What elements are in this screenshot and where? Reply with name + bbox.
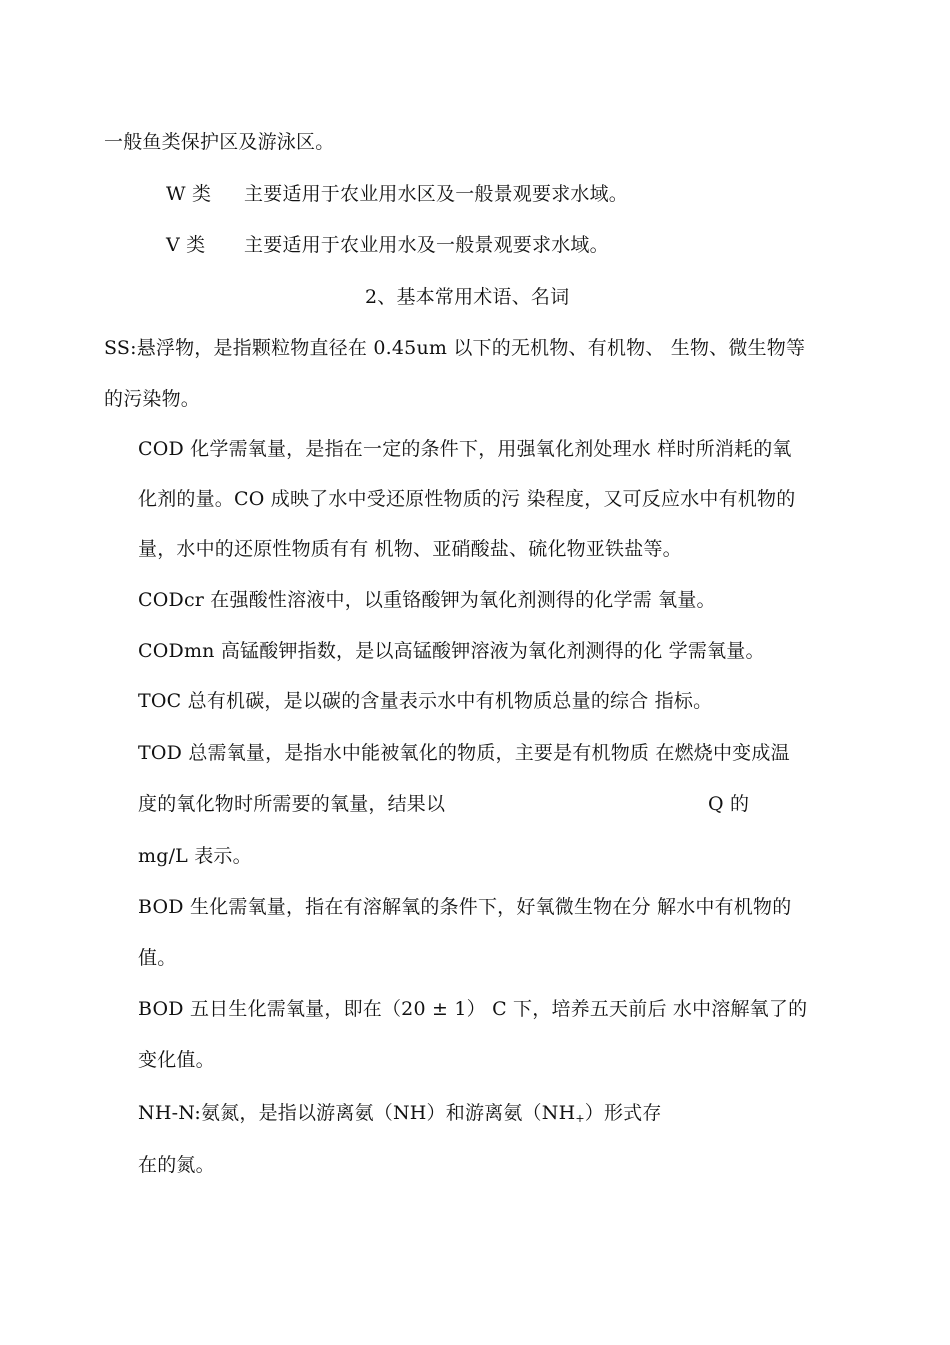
text-line: 一般鱼类保护区及游泳区。 bbox=[104, 131, 335, 153]
text-line bbox=[138, 1101, 662, 1131]
class-label: V 类 bbox=[166, 234, 206, 256]
text-line: 化剂的量。CO 成映了水中受还原性物质的污 染程度，又可反应水中有机物的 bbox=[138, 488, 796, 510]
text-line: 度的氧化物时所需要的氧量，结果以 bbox=[138, 793, 446, 815]
text-line: 值。 bbox=[138, 947, 177, 969]
text-segment: ）形式存 bbox=[584, 1102, 662, 1124]
text-line: SS:悬浮物，是指颗粒物直径在 0.45um 以下的无机物、有机物、 生物、微生物等 bbox=[104, 337, 806, 359]
text-line: 变化值。 bbox=[138, 1049, 215, 1071]
text-line: COD 化学需氧量，是指在一定的条件下，用强氧化剂处理水 样时所消耗的氧 bbox=[138, 438, 792, 460]
text-line: CODmn 高锰酸钾指数，是以高锰酸钾溶液为氧化剂测得的化 学需氧量。 bbox=[138, 640, 765, 662]
section-heading: 2、基本常用术语、名词 bbox=[365, 286, 570, 308]
text-line: BOD 生化需氧量，指在有溶解氧的条件下，好氧微生物在分 解水中有机物的 bbox=[138, 896, 792, 918]
subscript: + bbox=[575, 1112, 585, 1125]
text-line bbox=[166, 233, 609, 257]
text-segment: NH-N:氨氮，是指以游离氨（NH）和游离氨（NH bbox=[138, 1102, 576, 1124]
text-line: CODcr 在强酸性溶液中，以重铬酸钾为氧化剂测得的化学需 氧量。 bbox=[138, 589, 716, 611]
class-description: 主要适用于农业用水及一般景观要求水域。 bbox=[244, 234, 609, 256]
text-line: Q 的 bbox=[708, 793, 750, 815]
class-description: 主要适用于农业用水区及一般景观要求水域。 bbox=[244, 183, 629, 205]
text-line: mg/L 表示。 bbox=[138, 845, 252, 867]
text-line: TOD 总需氧量，是指水中能被氧化的物质，主要是有机物质 在燃烧中变成温 bbox=[138, 742, 790, 764]
text-line: 的污染物。 bbox=[104, 388, 201, 410]
text-line bbox=[166, 182, 628, 206]
text-line: 量，水中的还原性物质有有 机物、亚硝酸盐、硫化物亚铁盐等。 bbox=[138, 538, 682, 560]
text-line: BOD 五日生化需氧量，即在（20 ± 1） C 下，培养五天前后 水中溶解氧了的 bbox=[138, 998, 808, 1020]
text-line: 在的氮。 bbox=[138, 1154, 215, 1176]
text-line: TOC 总有机碳，是以碳的含量表示水中有机物质总量的综合 指标。 bbox=[138, 690, 713, 712]
class-label: W 类 bbox=[166, 183, 212, 205]
